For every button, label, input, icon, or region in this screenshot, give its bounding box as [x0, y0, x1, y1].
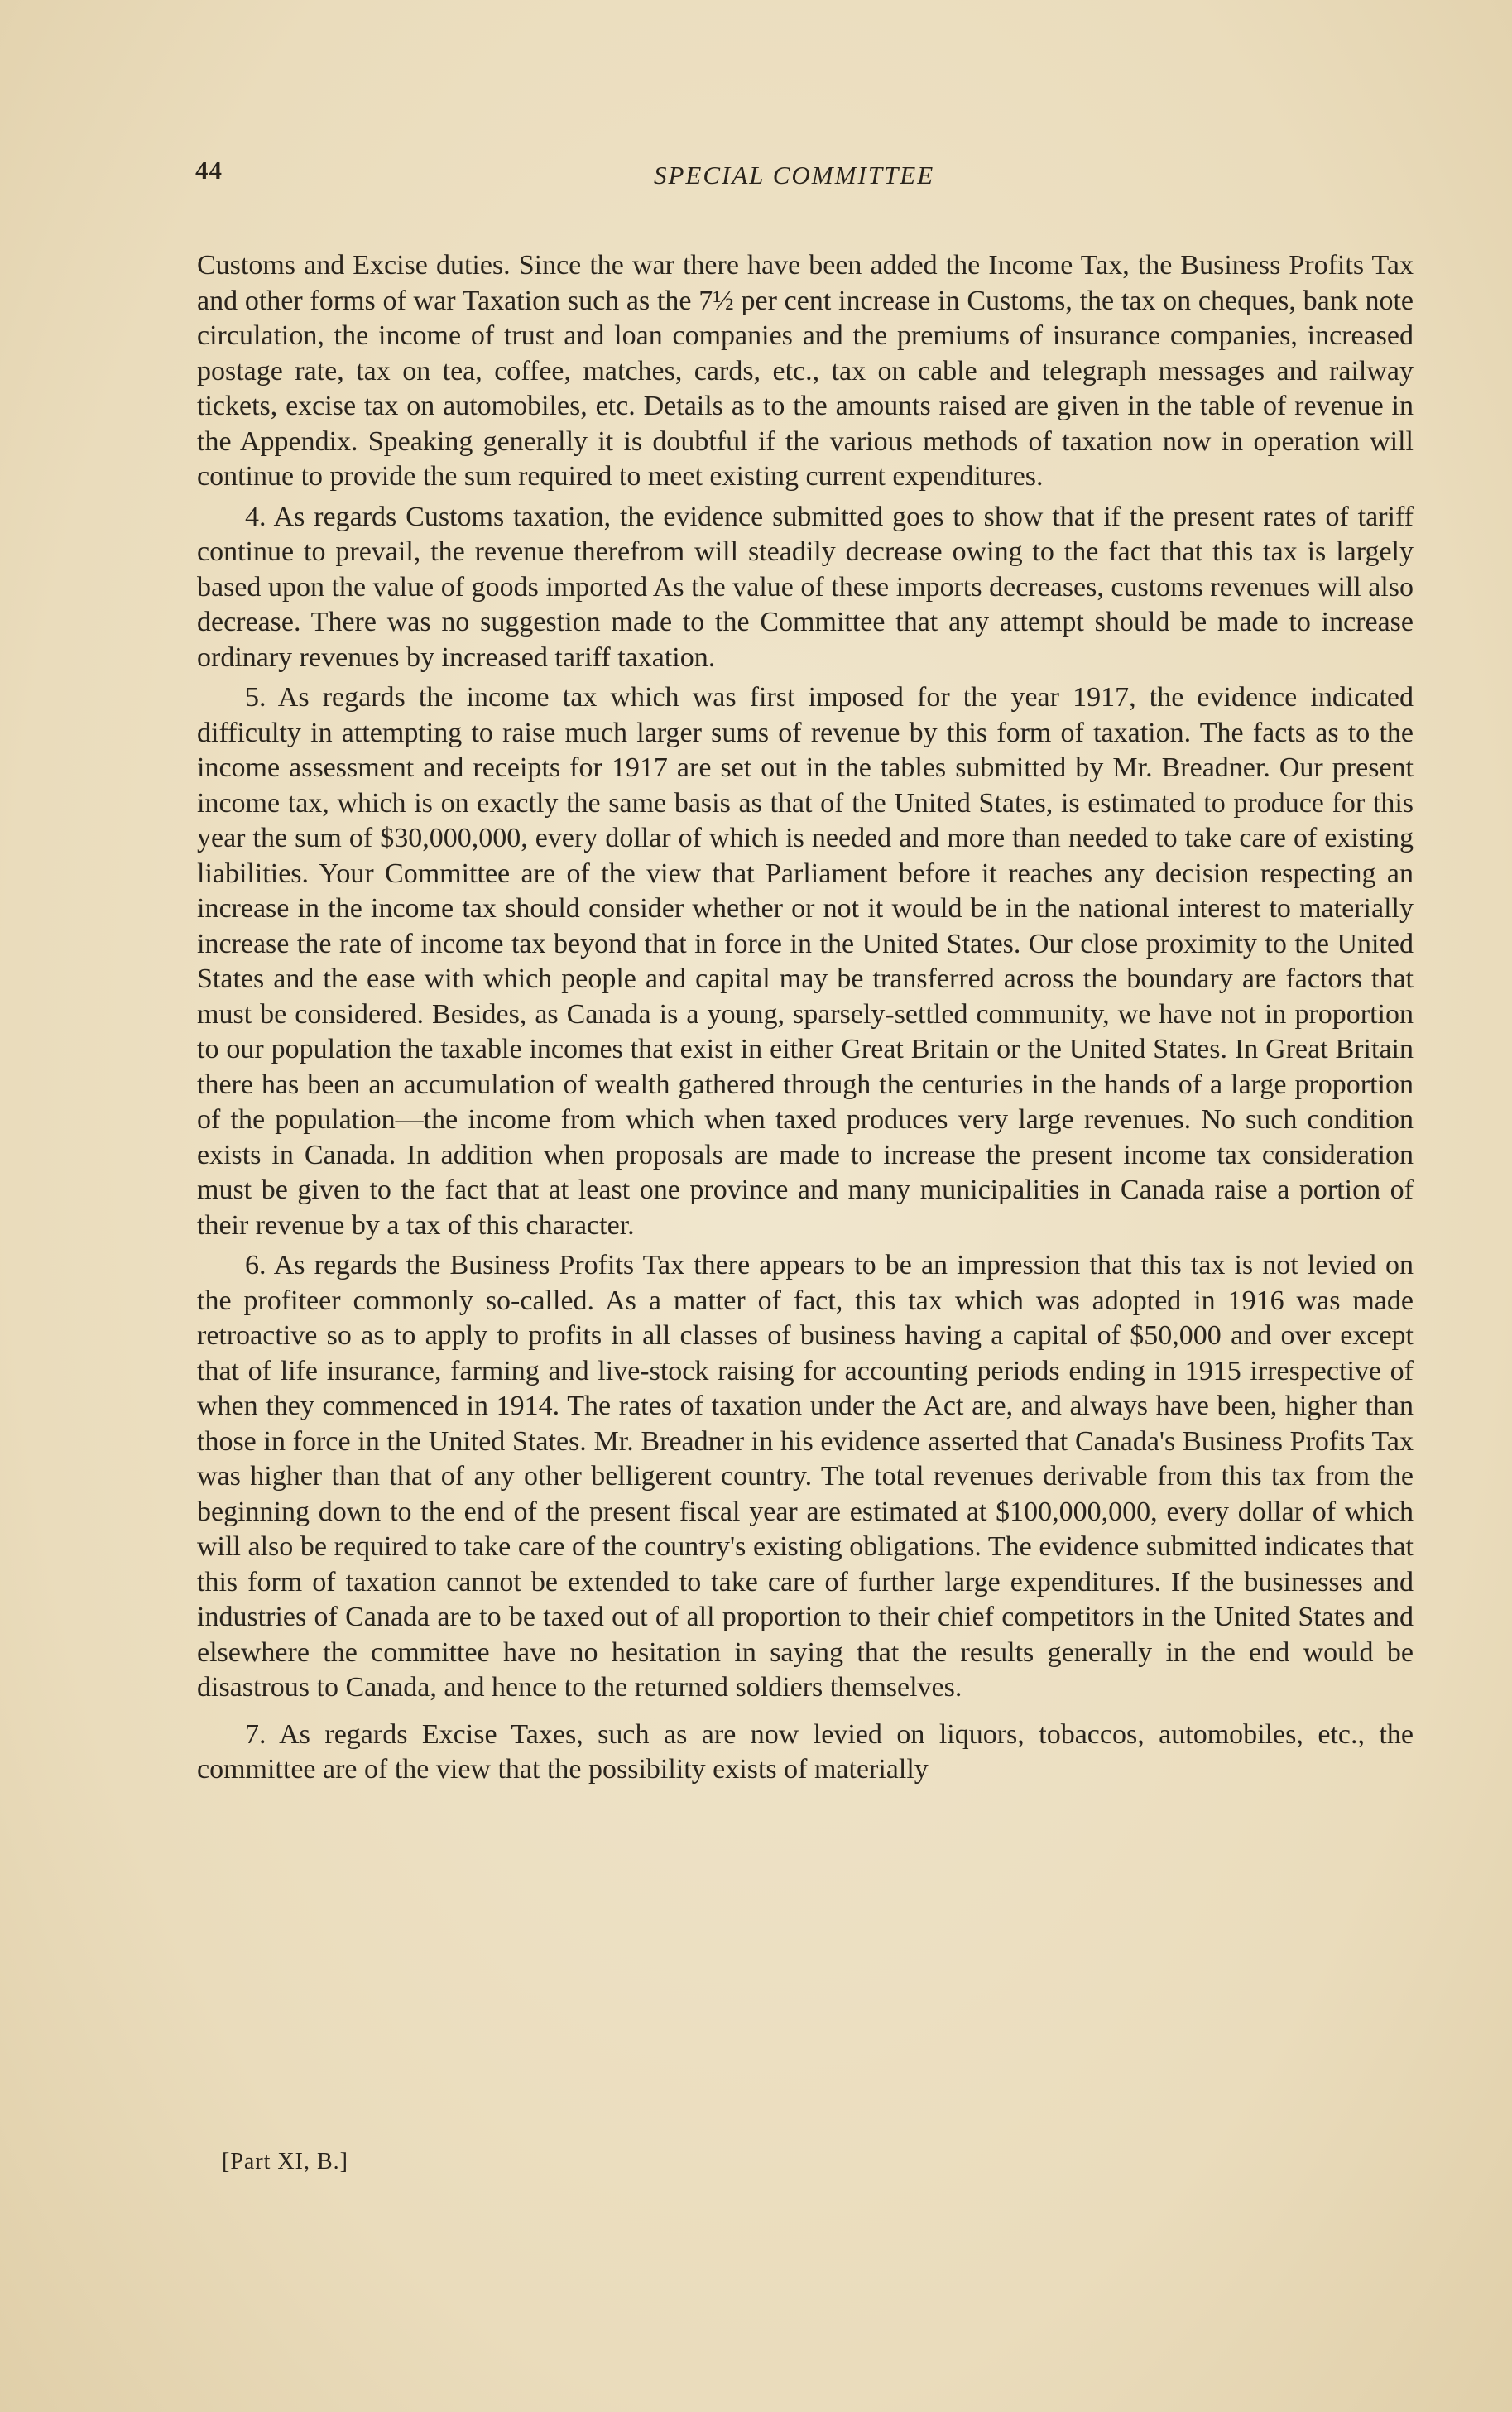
- page-header: [195, 156, 1412, 197]
- paragraph-5-income-tax: 5. As regards the income tax which was first imposed for the year 1917, the evidence indicated difficulty in attempting to raise much larger sums of revenue by this form of taxation. The facts as to the income assessment and receipts for 1917 are set out in the tables submitted by Mr. Breadner. Our present income tax, which is on exactly the same basis as that of the United States, is estimated to produce for this year the sum of $30,000,000, every dollar of which is needed and more than needed to take care of existing liabilities. Your Committee are of the view that Parliament before it reaches any decision respecting an increase in the income tax should consider whether or not it would be in the national interest to materially increase the rate of income tax beyond that in force in the United States. Our close proximity to the United States and the ease with which people and capital may be transferred across the boundary are factors that must be considered. Besides, as Canada is a young, sparsely-settled community, we have not in proportion to our population the taxable incomes that exist in either Great Britain or the United States. In Great Britain there has been an accumulation of wealth gathered through the centuries in the hands of a large proportion of the population—the income from which when taxed produces very large revenues. No such condition exists in Canada. In addition when proposals are made to increase the present income tax consideration must be given to the fact that at least one province and many municipalities in Canada raise a portion of their revenue by a tax of this character.: [197, 682, 1414, 1241]
- page-number: 44: [195, 156, 223, 185]
- paragraph-continuation: Customs and Excise duties. Since the war there have been added the Income Tax, the Business Profits Tax and other forms of war Taxation such as the 7½ per cent increase in Customs, the tax on cheques, bank note circulation, the income of trust and loan companies and the premiums of insurance companies, increased postage rate, tax on tea, coffee, matches, cards, etc., tax on cable and telegraph messages and railway tickets, excise tax on automobiles, etc. Details as to the amounts raised are given in the table of revenue in the Appendix. Speaking generally it is doubtful if the various methods of taxation now in operation will continue to provide the sum required to meet existing current expenditures.: [197, 250, 1414, 492]
- paragraph-4-customs: 4. As regards Customs taxation, the evidence submitted goes to show that if the present rates of tariff continue to prevail, the revenue therefrom will steadily decrease owing to the fact that this tax is largely based upon the value of goods imported As the value of these imports decreases, customs revenues will also decrease. There was no suggestion made to the Committee that any attempt should be made to increase ordinary revenues by increased tariff taxation.: [197, 501, 1414, 673]
- printer-signature: [Part XI, B.]: [222, 2149, 348, 2174]
- running-title: SPECIAL COMMITTEE: [654, 161, 935, 190]
- body-text: [197, 248, 1414, 1788]
- paragraph-6-business-profits: 6. As regards the Business Profits Tax there appears to be an impression that this tax is not levied on the profiteer commonly so-called. As a matter of fact, this tax which was adopted in 1916 was made retroactive so as to apply to profits in all classes of business having a capital of $50,000 and over except that of life insurance, farming and live-stock raising for accounting periods ending in 1915 irrespective of when they commenced in 1914. The rates of taxation under the Act are, and always have been, higher than those in force in the United States. Mr. Breadner in his evidence asserted that Canada's Business Profits Tax was higher than that of any other belligerent country. The total revenues derivable from this tax from the beginning down to the end of the present fiscal year are estimated at $100,000,000, every dollar of which will also be required to take care of the country's existing obligations. The evidence submitted indicates that this form of taxation cannot be extended to take care of further large expenditures. If the businesses and industries of Canada are to be taxed out of all proportion to their chief competitors in the United States and elsewhere the committee have no hesitation in saying that the results generally in the end would be disastrous to Canada, and hence to the returned soldiers themselves.: [197, 1250, 1414, 1703]
- paragraph-7-excise: 7. As regards Excise Taxes, such as are now levied on liquors, tobaccos, automobiles, etc., the committee are of the view that the possibility exists of materially: [197, 1718, 1414, 1785]
